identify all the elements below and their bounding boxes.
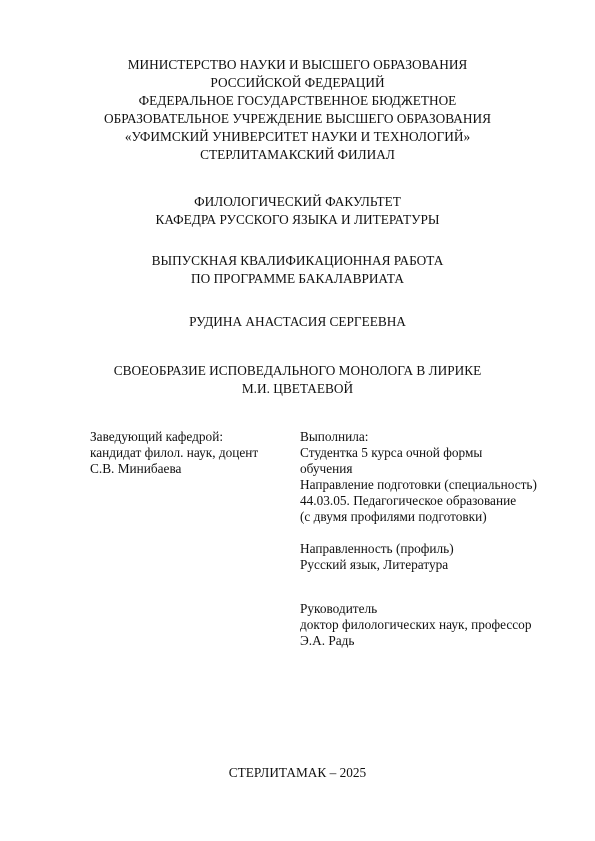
supervisor-block (300, 601, 531, 649)
head-label: Заведующий кафедрой: (90, 429, 224, 444)
faculty-name: ФИЛОЛОГИЧЕСКИЙ ФАКУЛЬТЕТ (194, 194, 401, 209)
work-type-line-1: ВЫПУСКНАЯ КВАЛИФИКАЦИОННАЯ РАБОТА (151, 253, 444, 268)
head-name: С.В. Минибаева (90, 461, 182, 476)
profile-value: Русский язык, Литература (300, 557, 449, 572)
ministry-line-1: МИНИСТЕРСТВО НАУКИ И ВЫСШЕГО ОБРАЗОВАНИЯ (127, 57, 468, 72)
institution-type-line-1: ФЕДЕРАЛЬНОЕ ГОСУДАРСТВЕННОЕ БЮДЖЕТНОЕ (138, 93, 457, 108)
work-type-block (0, 252, 595, 288)
profile-block (300, 541, 454, 573)
author-block (300, 429, 537, 525)
head-of-department-block (90, 429, 258, 477)
branch-name: СТЕРЛИТАМАКСКИЙ ФИЛИАЛ (200, 147, 395, 162)
training-direction-code: 44.03.05. Педагогическое образование (300, 493, 517, 508)
city-year: СТЕРЛИТАМАК – 2025 (228, 765, 367, 780)
thesis-title-line-2: М.И. ЦВЕТАЕВОЙ (241, 381, 354, 396)
supervisor-name: Э.А. Радь (300, 633, 355, 648)
training-direction-label: Направление подготовки (специальность) (300, 477, 537, 492)
author-label: Выполнила: (300, 429, 369, 444)
supervisor-degree: доктор филологических наук, профессор (300, 617, 532, 632)
supervisor-label: Руководитель (300, 601, 378, 616)
student-name (0, 313, 595, 331)
thesis-title-line-1: СВОЕОБРАЗИЕ ИСПОВЕДАЛЬНОГО МОНОЛОГА В ЛИРИКЕ (113, 363, 482, 378)
university-name: «УФИМСКИЙ УНИВЕРСИТЕТ НАУКИ И ТЕХНОЛОГИЙ» (124, 129, 471, 144)
author-course-line-1: Студентка 5 курса очной формы (300, 445, 483, 460)
training-direction-note: (с двумя профилями подготовки) (300, 509, 487, 524)
institution-type-line-2: ОБРАЗОВАТЕЛЬНОЕ УЧРЕЖДЕНИЕ ВЫСШЕГО ОБРАЗОВАНИЯ (104, 111, 491, 126)
ministry-line-2: РОССИЙСКОЙ ФЕДЕРАЦИЙ (210, 75, 385, 90)
faculty-block (0, 193, 595, 229)
institution-header (0, 56, 595, 164)
author-course-line-2: обучения (300, 461, 353, 476)
head-degree: кандидат филол. наук, доцент (90, 445, 259, 460)
city-year-footer (0, 764, 595, 782)
profile-label: Направленность (профиль) (300, 541, 454, 556)
thesis-title (0, 362, 595, 398)
student-full-name: РУДИНА АНАСТАСИЯ СЕРГЕЕВНА (189, 314, 406, 329)
department-name: КАФЕДРА РУССКОГО ЯЗЫКА И ЛИТЕРАТУРЫ (155, 212, 440, 227)
work-type-line-2: ПО ПРОГРАММЕ БАКАЛАВРИАТА (191, 271, 404, 286)
